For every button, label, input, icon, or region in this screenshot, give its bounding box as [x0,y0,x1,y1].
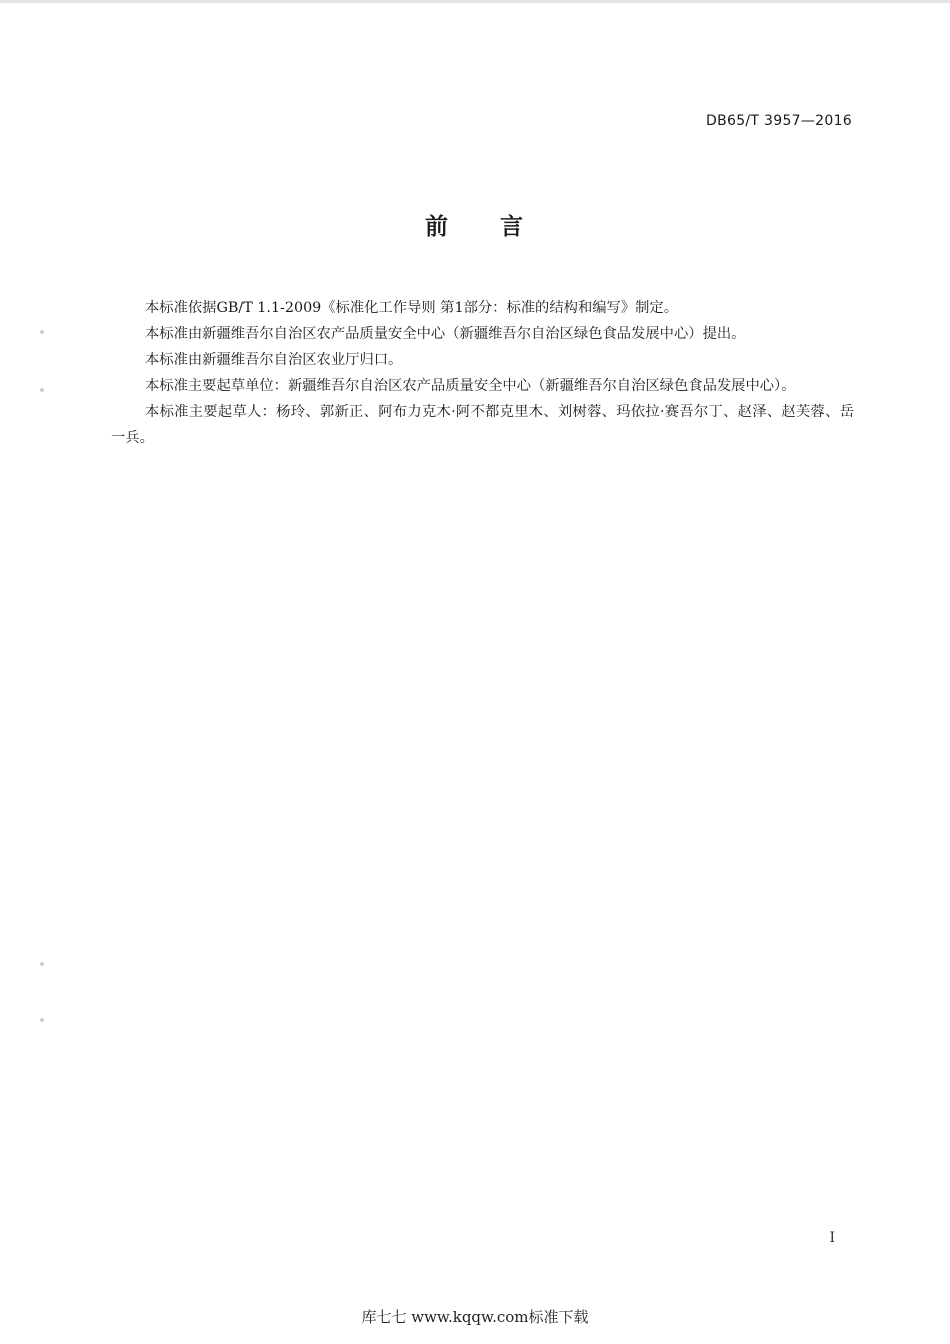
page-title: 前 言 [425,214,525,240]
paragraph-basis: 本标准依据GB/T 1.1-2009《标准化工作导则 第1部分：标准的结构和编写》制定。 [145,300,679,316]
scan-mark [40,962,44,966]
paragraph-proposer: 本标准由新疆维吾尔自治区农产品质量安全中心（新疆维吾尔自治区绿色食品发展中心）提出。 [145,326,746,342]
footer-watermark-text: 库七七 www.kqqw.com标准下载 [361,1308,589,1326]
paragraph-drafting-unit: 本标准主要起草单位：新疆维吾尔自治区农产品质量安全中心（新疆维吾尔自治区绿色食品发展中心）。 [145,378,796,394]
paragraph-administrator: 本标准由新疆维吾尔自治区农业厅归口。 [145,352,403,368]
scan-mark [40,1018,44,1022]
scan-mark [40,388,44,392]
scan-mark [40,330,44,334]
foreword-body [111,295,854,451]
scan-top-edge [0,0,950,3]
page-number: I [829,1230,835,1246]
document-code: DB65/T 3957—2016 [706,113,852,129]
paragraph-drafters: 本标准主要起草人：杨玲、郭新正、阿布力克木·阿不都克里木、刘树蓉、玛依拉·赛吾尔丁、赵泽、赵芙蓉、岳一兵。 [111,404,854,446]
